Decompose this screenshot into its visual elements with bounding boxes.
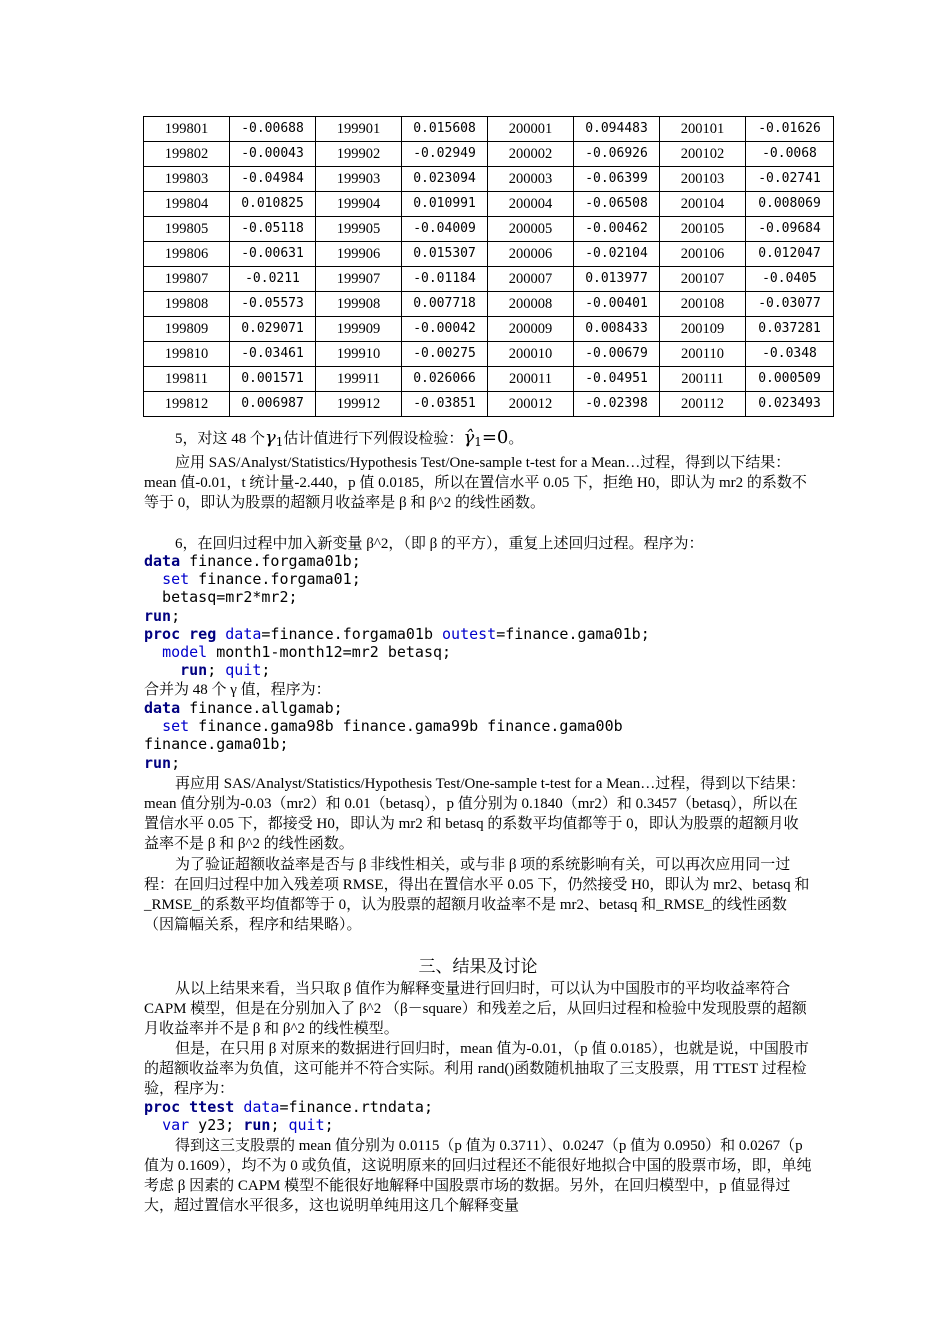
table-cell-value: 0.015307 (402, 242, 488, 267)
table-cell-month: 199810 (144, 342, 230, 367)
table-cell-month: 200007 (488, 267, 574, 292)
table-row (144, 217, 834, 242)
table-cell-value: -0.00043 (230, 142, 316, 167)
table-cell-month: 200002 (488, 142, 574, 167)
table-cell-value: -0.06399 (574, 167, 660, 192)
table-row (144, 167, 834, 192)
data-table-body (144, 117, 834, 417)
table-cell-value: -0.0348 (746, 342, 834, 367)
table-row (144, 317, 834, 342)
code-block-merge: data finance.allgamab; set finance.gama98b finance.gama99b finance.gama00b finance.gama01b; run; (144, 699, 623, 772)
table-cell-month: 199910 (316, 342, 402, 367)
sec6-result-paragraph: 再应用 SAS/Analyst/Statistics/Hypothesis Test/One-sample t-test for a Mean…过程，得到以下结果：mean 值分别为-0.03（mr2）和 0.01（betasq），p 值分别为 0.1840（mr2）和 0.3457（betasq），所以在置信水平 0.05 下，都接受 H0，即认为 mr2 和 betasq 的系数平均值都等于 0，即认为股票的超额月收益率不是 β 和 β^2 的线性函数。 (144, 776, 806, 852)
table-cell-value: 0.026066 (402, 367, 488, 392)
table-cell-month: 199811 (144, 367, 230, 392)
table-cell-value: 0.013977 (574, 267, 660, 292)
table-cell-value: 0.015608 (402, 117, 488, 142)
table-cell-value: 0.012047 (746, 242, 834, 267)
table-cell-value: -0.04951 (574, 367, 660, 392)
table-cell-month: 200101 (660, 117, 746, 142)
table-cell-value: -0.00631 (230, 242, 316, 267)
table-row (144, 292, 834, 317)
table-cell-month: 199812 (144, 392, 230, 417)
sec6-intro: 6，在回归过程中加入新变量 β^2，（即 β 的平方），重复上述回归过程。程序为： (175, 536, 704, 552)
table-cell-month: 199809 (144, 317, 230, 342)
table-cell-value: 0.006987 (230, 392, 316, 417)
code-block-ttest: proc ttest data=finance.rtndata; var y23; run; quit; (144, 1098, 433, 1135)
table-cell-month: 199807 (144, 267, 230, 292)
table-cell-value: -0.0068 (746, 142, 834, 167)
table-cell-month: 199909 (316, 317, 402, 342)
table-cell-value: 0.023094 (402, 167, 488, 192)
table-cell-value: 0.023493 (746, 392, 834, 417)
table-cell-month: 200001 (488, 117, 574, 142)
table-cell-value: 0.010991 (402, 192, 488, 217)
table-cell-month: 199904 (316, 192, 402, 217)
table-cell-value: -0.02104 (574, 242, 660, 267)
table-cell-value: -0.0405 (746, 267, 834, 292)
table-cell-value: -0.01184 (402, 267, 488, 292)
table-cell-month: 199911 (316, 367, 402, 392)
table-row (144, 242, 834, 267)
table-cell-month: 200107 (660, 267, 746, 292)
table-cell-value: 0.029071 (230, 317, 316, 342)
table-cell-month: 199802 (144, 142, 230, 167)
table-cell-month: 199902 (316, 142, 402, 167)
table-cell-value: -0.06926 (574, 142, 660, 167)
table-row (144, 267, 834, 292)
table-cell-value: 0.010825 (230, 192, 316, 217)
table-cell-month: 200102 (660, 142, 746, 167)
table-cell-month: 199908 (316, 292, 402, 317)
table-cell-value: 0.001571 (230, 367, 316, 392)
table-cell-month: 200010 (488, 342, 574, 367)
table-cell-value: 0.000509 (746, 367, 834, 392)
table-cell-month: 200109 (660, 317, 746, 342)
table-row (144, 192, 834, 217)
sec5-hypothesis-line: 5，对这 48 个$\gamma_1$估计值进行下列假设检验：$\gammâ_1=0$。 (175, 427, 524, 449)
table-cell-value: -0.00679 (574, 342, 660, 367)
table-cell-month: 200004 (488, 192, 574, 217)
table-cell-value: -0.00688 (230, 117, 316, 142)
table-cell-month: 199803 (144, 167, 230, 192)
table-cell-month: 199905 (316, 217, 402, 242)
table-row (144, 142, 834, 167)
table-cell-value: -0.03851 (402, 392, 488, 417)
data-table (143, 116, 834, 417)
table-cell-month: 200108 (660, 292, 746, 317)
table-cell-value: 0.007718 (402, 292, 488, 317)
table-cell-value: 0.008433 (574, 317, 660, 342)
table-cell-month: 199906 (316, 242, 402, 267)
merge-line: 合并为 48 个 γ 值，程序为： (144, 682, 331, 698)
table-cell-month: 199912 (316, 392, 402, 417)
table-cell-value: -0.01626 (746, 117, 834, 142)
table-cell-value: -0.03077 (746, 292, 834, 317)
table-cell-value: -0.05118 (230, 217, 316, 242)
table-row (144, 392, 834, 417)
table-cell-month: 199801 (144, 117, 230, 142)
table-cell-value: -0.00401 (574, 292, 660, 317)
table-cell-value: -0.03461 (230, 342, 316, 367)
table-cell-month: 200005 (488, 217, 574, 242)
table-cell-month: 200103 (660, 167, 746, 192)
table-cell-value: -0.06508 (574, 192, 660, 217)
table-cell-value: -0.04984 (230, 167, 316, 192)
table-cell-month: 200112 (660, 392, 746, 417)
table-cell-month: 200105 (660, 217, 746, 242)
table-cell-month: 200008 (488, 292, 574, 317)
table-cell-month: 200012 (488, 392, 574, 417)
table-cell-value: 0.037281 (746, 317, 834, 342)
sec5-result-paragraph: 应用 SAS/Analyst/Statistics/Hypothesis Test/One-sample t-test for a Mean…过程，得到以下结果：mean 值-0.01，t 统计量-2.440，p 值 0.0185，所以在置信水平 0.05 下，拒绝 H0，即认为 mr2 的系数不等于 0，即认为股票的超额月收益率是 β 和 β^2 的线性函数。 (144, 455, 807, 511)
sec6-rmse-paragraph: 为了验证超额收益率是否与 β 非线性相关，或与非 β 项的系统影响有关，可以再次应用同一过程：在回归过程中加入残差项 RMSE，得出在置信水平 0.05 下，仍然接受 H0，即认为 mr2、betasq 和_RMSE_的系数平均值都等于 0，认为股票的超额月收益率不是 mr2、betasq 和_RMSE_的线性函数（因篇幅关系，程序和结果略）。 (144, 857, 810, 933)
table-cell-month: 199808 (144, 292, 230, 317)
table-cell-value: -0.0211 (230, 267, 316, 292)
table-cell-month: 200003 (488, 167, 574, 192)
table-cell-month: 200009 (488, 317, 574, 342)
table-cell-month: 199901 (316, 117, 402, 142)
table-cell-value: -0.04009 (402, 217, 488, 242)
table-cell-month: 199903 (316, 167, 402, 192)
table-cell-value: -0.02949 (402, 142, 488, 167)
table-cell-month: 200111 (660, 367, 746, 392)
table-cell-value: -0.00462 (574, 217, 660, 242)
gamma-symbol: $\gamma_1$ (265, 427, 284, 449)
sec3-paragraph-3: 得到这三支股票的 mean 值分别为 0.0115（p 值为 0.3711）、0.0247（p 值为 0.0950）和 0.0267（p 值为 0.1609），均不为 0 或负值，这说明原来的回归过程还不能很好地拟合中国的股票市场，即，单纯考虑 β 因素的 CAPM 模型不能很好地解释中国股票市场的数据。另外，在回归模型中，p 值显得过大，超过置信水平很多，这也说明单纯用这几个解释变量 (144, 1138, 812, 1214)
table-cell-month: 200106 (660, 242, 746, 267)
table-row (144, 367, 834, 392)
table-cell-value: -0.09684 (746, 217, 834, 242)
table-cell-value: 0.094483 (574, 117, 660, 142)
table-cell-month: 200006 (488, 242, 574, 267)
section-heading: 三、结果及讨论 (418, 957, 538, 976)
table-cell-month: 199805 (144, 217, 230, 242)
table-cell-month: 200104 (660, 192, 746, 217)
hypothesis-formula: $\gammâ_1=0$ (463, 427, 509, 449)
table-cell-value: 0.008069 (746, 192, 834, 217)
table-cell-value: -0.02398 (574, 392, 660, 417)
code-block-regression: data finance.forgama01b; set finance.forgama01; betasq=mr2*mr2; run; proc reg data=finance.forgama01b outest=finance.gama01b; model month1-month12=mr2 betasq; run; quit; (144, 552, 650, 680)
table-cell-value: -0.02741 (746, 167, 834, 192)
table-cell-month: 200110 (660, 342, 746, 367)
table-cell-value: -0.00275 (402, 342, 488, 367)
table-cell-value: -0.00042 (402, 317, 488, 342)
table-cell-month: 200011 (488, 367, 574, 392)
table-cell-value: -0.05573 (230, 292, 316, 317)
table-cell-month: 199804 (144, 192, 230, 217)
table-row (144, 342, 834, 367)
sec3-paragraph-2: 但是，在只用 β 对原来的数据进行回归时，mean 值为-0.01，（p 值 0.0185），也就是说，中国股市的超额收益率为负值，这可能并不符合实际。利用 rand()函数随机抽取了三支股票，用 TTEST 过程检验，程序为： (144, 1041, 809, 1097)
sec3-paragraph-1: 从以上结果来看，当只取 β 值作为解释变量进行回归时，可以认为中国股市的平均收益率符合 CAPM 模型，但是在分别加入了 β^2 （β－square）和残差之后，从回归过程和检验中发现股票的超额月收益率并不是 β 和 β^2 的线性模型。 (144, 981, 807, 1037)
table-cell-month: 199806 (144, 242, 230, 267)
table-row (144, 117, 834, 142)
table-cell-month: 199907 (316, 267, 402, 292)
